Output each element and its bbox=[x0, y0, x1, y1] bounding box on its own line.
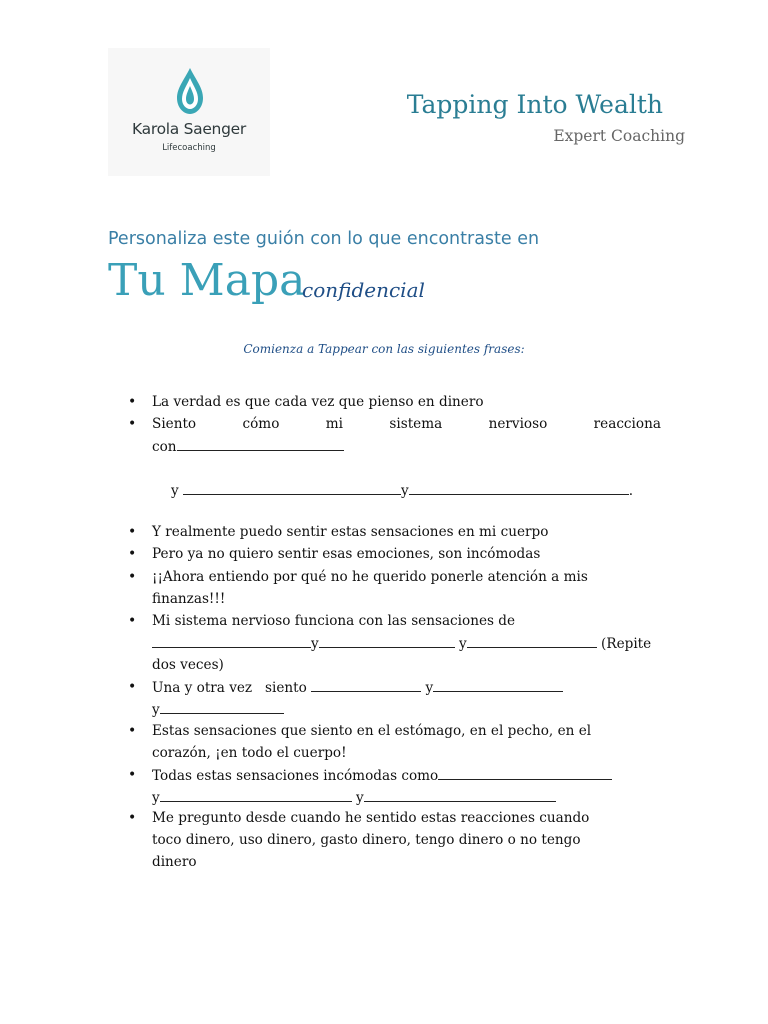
bullet: • bbox=[128, 394, 137, 410]
text: y bbox=[311, 636, 319, 652]
word: nervioso bbox=[488, 416, 548, 432]
fill-blank[interactable] bbox=[160, 787, 352, 802]
list-item: La verdad es que cada vez que pienso en dinero bbox=[152, 394, 484, 410]
list-item bbox=[152, 677, 563, 698]
list-item-continuation bbox=[152, 787, 556, 808]
list-item: Estas sensaciones que siento en el estómago, en el pecho, en el bbox=[152, 723, 592, 739]
list-item: Me pregunto desde cuando he sentido estas reacciones cuando bbox=[152, 810, 590, 826]
text: y bbox=[152, 702, 160, 718]
fill-blank[interactable] bbox=[319, 633, 455, 648]
fill-blank[interactable] bbox=[433, 677, 563, 692]
text: y bbox=[152, 790, 160, 806]
bullet: • bbox=[128, 810, 137, 826]
heading-accent: confidencial bbox=[302, 278, 425, 302]
word: mi bbox=[325, 416, 344, 432]
brand-name: Karola Saenger bbox=[132, 120, 246, 138]
heading-main: Tu Mapa bbox=[108, 255, 306, 306]
lead-text: Comienza a Tappear con las siguientes frases: bbox=[243, 342, 525, 356]
fill-blank[interactable] bbox=[177, 436, 344, 451]
text: Todas estas sensaciones incómodas como bbox=[152, 768, 439, 784]
bullet: • bbox=[128, 679, 137, 695]
text: . bbox=[628, 483, 634, 499]
text: con bbox=[152, 439, 177, 455]
fill-blank[interactable] bbox=[152, 633, 311, 648]
list-item-continuation bbox=[152, 436, 344, 457]
word: cómo bbox=[242, 416, 280, 432]
text: y bbox=[356, 790, 364, 806]
bullet: • bbox=[128, 723, 137, 739]
list-item-continuation bbox=[171, 480, 633, 501]
fill-blank[interactable] bbox=[438, 765, 612, 780]
list-item-continuation: finanzas!!! bbox=[152, 591, 226, 607]
bullet: • bbox=[128, 569, 137, 585]
bullet: • bbox=[128, 767, 137, 783]
fill-blank[interactable] bbox=[364, 787, 556, 802]
heading-intro: Personaliza este guión con lo que encontraste en bbox=[108, 229, 540, 249]
fill-blank[interactable] bbox=[409, 480, 629, 495]
text: y bbox=[459, 636, 467, 652]
fill-blank[interactable] bbox=[311, 677, 421, 692]
list-item bbox=[152, 414, 661, 434]
text: Una y otra vez siento bbox=[152, 680, 307, 696]
list-item bbox=[152, 765, 612, 786]
fill-blank[interactable] bbox=[160, 699, 284, 714]
word: Siento bbox=[152, 416, 197, 432]
list-item: Pero ya no quiero sentir esas emociones, son incómodas bbox=[152, 546, 541, 562]
list-item: ¡¡Ahora entiendo por qué no he querido ponerle atención a mis bbox=[152, 569, 588, 585]
word: reacciona bbox=[593, 416, 661, 432]
bullet: • bbox=[128, 613, 137, 629]
word: sistema bbox=[389, 416, 443, 432]
bullet: • bbox=[128, 546, 137, 562]
fill-blank[interactable] bbox=[183, 480, 401, 495]
list-item: Mi sistema nervioso funciona con las sensaciones de bbox=[152, 613, 516, 629]
list-item-continuation bbox=[152, 633, 651, 654]
text: y bbox=[171, 483, 179, 499]
list-item-continuation: dinero bbox=[152, 854, 197, 870]
bullet: • bbox=[128, 416, 137, 432]
bullet: • bbox=[128, 524, 137, 540]
text: y bbox=[401, 483, 409, 499]
list-item-continuation: dos veces) bbox=[152, 657, 224, 673]
list-item: Y realmente puedo sentir estas sensaciones en mi cuerpo bbox=[152, 524, 549, 540]
fill-blank[interactable] bbox=[467, 633, 597, 648]
brand-tagline: Lifecoaching bbox=[162, 143, 216, 153]
list-item-continuation: corazón, ¡en todo el cuerpo! bbox=[152, 745, 347, 761]
list-item-continuation: toco dinero, uso dinero, gasto dinero, tengo dinero o no tengo bbox=[152, 832, 581, 848]
page-subtitle: Expert Coaching bbox=[553, 127, 685, 145]
page-title: Tapping Into Wealth bbox=[406, 90, 663, 119]
text: y bbox=[425, 680, 434, 696]
list-item-continuation bbox=[152, 699, 284, 720]
text: (Repite bbox=[601, 636, 652, 652]
